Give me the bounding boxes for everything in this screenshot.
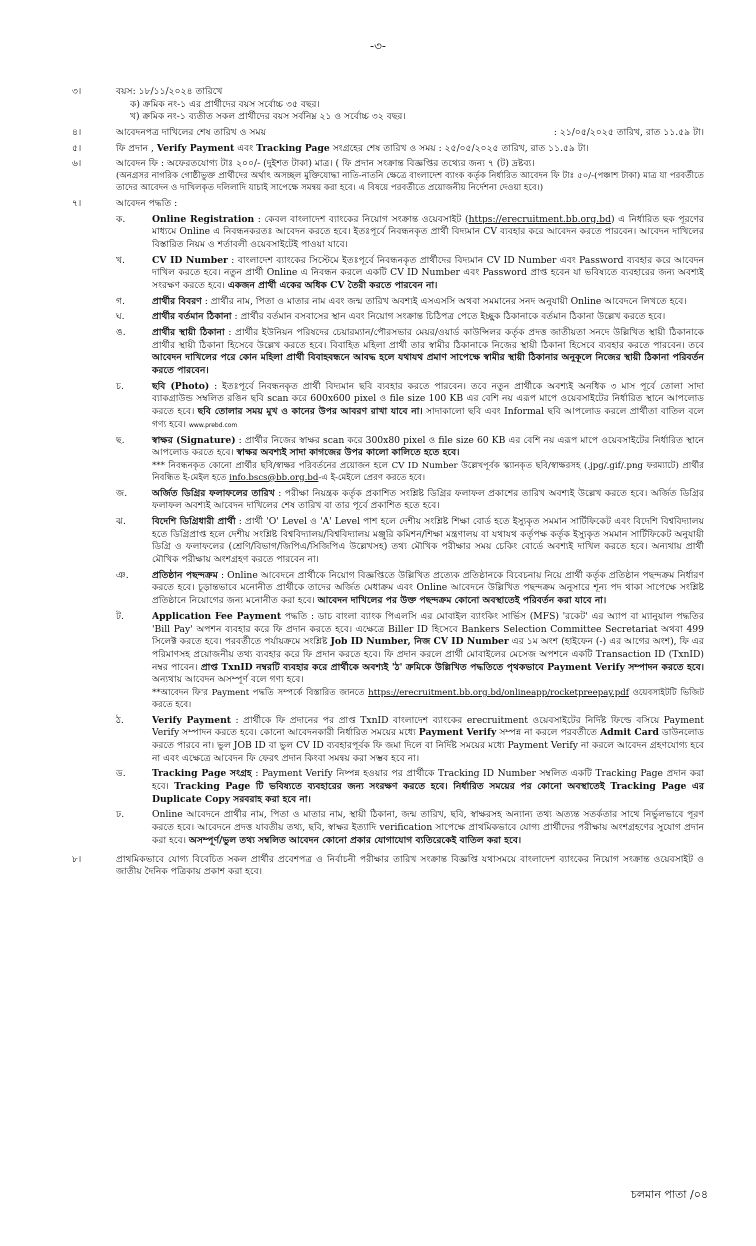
text: Online আবেদনে প্রার্থীর নাম, পিতা ও মাতার নাম, স্থায়ী ঠিকানা, জন্ম তারিখ, ছবি, স্বাক্ষরসহ অন্যান্য তথ্য অত্যন্ত সতর্কতার সাথে নির্ভুলভাবে পূরণ করতে হবে। আবেদনে প্রদত্ত যাবতীয় তথ্য, ছবি, স্বাক্ষর ইত্যাদি verification সাপেক্ষে প্রাথমিকভাবে যোগ্য প্রার্থীদের পরীক্ষায় অংশগ্রহণের সুযোগ প্রদান করা হবে। — [152, 809, 704, 846]
sub-letter: ড. — [116, 768, 126, 780]
erecruitment-link[interactable]: https://erecruitment.bb.org.bd — [468, 213, 611, 225]
sub-item-ja — [116, 488, 704, 513]
application-fee-note: (অনগ্রসর নাগরিক গোষ্ঠীভুক্ত প্রার্থীদের অর্থাৎ অসচ্ছল মুক্তিযোদ্ধা নাতি-নাতনি ক্ষেত্রে বাংলাদেশ ব্যাংক কর্তৃক নির্ধারিত আবেদন ফি টাঃ ৫০/-(পঞ্চাশ টাকা) মাত্র যা পরবর্তীতে তাদের আবেদন ও দাখিলকৃত দলিলাদি যাচাই সাপেক্ষে সমন্বয় করা হবে। এ বিষয়ে পরবর্তীতে প্রয়োজনীয় নির্দেশনা দেওয়া হবে।) — [116, 171, 704, 193]
page-number: -৩- — [370, 39, 386, 53]
fee-deadline-text: সংগ্রহের শেষ তারিখ ও সময় : ২৫/০৫/২০২৫ তারিখ, রাত ১১.৫৯ টা। — [332, 142, 589, 154]
sub-letter: ক. — [116, 213, 126, 225]
text: -এ ই-মেইলে প্রেরণ করতে হবে। — [318, 472, 426, 483]
sub-letter: ঠ. — [116, 714, 124, 726]
sub-item-kha — [116, 255, 704, 293]
sub-item-gha — [116, 311, 704, 324]
fee-text: ফি প্রদান , — [116, 142, 154, 154]
fee-payment-title: Application Fee Payment — [152, 610, 282, 622]
item-number: ৪। — [72, 127, 82, 139]
text: : প্রার্থীর নাম, পিতা ও মাতার নাম এবং জন্ম তারিখ অবশ্যই এসএসসি অথবা সমমানের সনদ অনুযায়ী Online আবেদনে লিখতে হবে। — [204, 295, 687, 307]
present-address-title: প্রার্থীর বর্তমান ঠিকানা — [152, 311, 232, 323]
sub-item-jha — [116, 516, 704, 567]
sub-item-chha — [116, 435, 704, 485]
application-fee: আবেদন ফি : অফেরতযোগ্য টাঃ ২০০/- (দুইশত টাকা) মাত্র। ( ফি প্রদান সংক্রান্ত বিজ্ঞপ্তির তথ্যের জন্য ৭ (ট) দ্রষ্টব্য। — [116, 158, 535, 170]
candidate-details-title: প্রার্থীর বিবরণ — [152, 295, 202, 307]
deadline-label: আবেদনপত্র দাখিলের শেষ তারিখ ও সময় — [116, 127, 267, 139]
item-number: ৫। — [72, 142, 82, 154]
item-3 — [72, 86, 704, 124]
text: : প্রার্থীর নিজের স্বাক্ষর scan করে 300x80 pixel ও file size 60 KB এর বেশি নয় এরূপ মাপে ওয়েবসাইটের নির্ধারিত স্থানে আপলোড করতে হবে। — [152, 434, 705, 459]
item-4 — [72, 127, 704, 140]
tracking-page-term: Tracking Page — [256, 142, 330, 154]
sub-letter: ঞ. — [116, 569, 129, 581]
text: ওয়েবসাইটটি ভিজিট করতে হবে। — [152, 687, 705, 710]
sub-letter: ছ. — [116, 434, 125, 446]
sub-letter: ট. — [116, 610, 124, 622]
verify-payment-term: Verify Payment — [156, 142, 235, 154]
age-rule-b: খ) ক্রমিক নং-১ ব্যতীত সকল প্রার্থীদের বয়স সর্বনিম্ন ২১ ও সর্বোচ্চ ৩২ বছর। — [130, 111, 406, 123]
item-5 — [72, 143, 704, 156]
continued-page-footer: চলমান পাতা /০৪ — [630, 1188, 708, 1201]
text: সম্পন্ন না করলে পরবর্তীতে — [499, 727, 598, 739]
text: : Payment Verify নিষ্পন্ন হওয়ার পর প্রার্থীকে Tracking ID Number সম্বলিত একটি Tracking Page প্রদান করা হবে। — [152, 768, 705, 793]
item-7 — [72, 198, 704, 851]
sub-letter: ঙ. — [116, 327, 126, 339]
text: : পরীক্ষা নিয়ন্ত্রক কর্তৃক প্রকাশিত সংশ্লিষ্ট ডিগ্রির ফলাফল প্রকাশের তারিখ অবশ্যই উল্লেখ করতে হবে। অর্জিত ডিগ্রির ফলাফল অবশ্যই আবেদন দাখিলের শেষ তারিখ বা তার পূর্বে প্রকাশিত হতে হবে। — [152, 487, 705, 512]
text: : কেবল বাংলাদেশ ব্যাংকের নিয়োগ সংক্রান্ত ওয়েবসাইট ( — [257, 213, 469, 225]
sub-item-umo — [116, 327, 704, 378]
text: *** নিবন্ধনকৃত কোনো প্রার্থীর ছবি/স্বাক্ষর পরিবর্তনের প্রয়োজন হলে CV ID Number উল্লেখপূর্বক স্ক্যানকৃত ছবি/স্বাক্ষরসহ (.jpg/.gif/.png ফরম্যাটে) প্রার্থীর নিবন্ধিত ই-মেইল হতে — [152, 460, 704, 483]
sub-letter: গ. — [116, 295, 125, 307]
sub-letter: ঝ. — [116, 516, 126, 527]
age-rule-a: ক) ক্রমিক নং-১ এর প্রার্থীদের বয়স সর্বোচ্চ ৩৫ বছর। — [130, 98, 320, 110]
text: : Online আবেদনে প্রার্থীকে নিয়োগ বিজ্ঞপ্তিতে উল্লিখিত প্রত্যেক প্রতিষ্ঠানকে বিবেচনায় নিয়ে প্রার্থী কর্তৃক প্রতিষ্ঠান পছন্দক্রম নির্ধারণ করতে হবে। চূড়ান্তভাবে মনোনীত প্রার্থীকে তাদের অর্জিত মেধাক্রম এবং Online আবেদনে উল্লিখিত পছন্দক্রম অনুসারে শূন্য পদ থাকা সাপেক্ষে সংশ্লিষ্ট প্রতিষ্ঠানে নিয়োগের জন্য মনোনীত করা হবে। — [152, 569, 705, 607]
item-number: ৮। — [72, 853, 82, 865]
tracking-page-title: Tracking Page সংগ্রহ — [152, 768, 252, 780]
rocket-payment-link[interactable]: https://erecruitment.bb.org.bd/onlineapp/rocketpreepay.pdf — [368, 687, 629, 698]
payment-method-note — [152, 688, 704, 712]
sub-letter: ঘ. — [116, 311, 125, 323]
text: : প্রার্থীর বর্তমান বসবাসের স্থান এবং নিয়োগ সংক্রান্ত চিঠিপত্র পেতে ইচ্ছুক ঠিকানাকে বর্তমান ঠিকানা উল্লেখ করতে হবে। — [234, 311, 666, 323]
bold-text: Admit Card — [600, 727, 659, 739]
sub-item-cha — [116, 381, 704, 432]
item-number: ৬। — [72, 158, 82, 170]
signature-title: স্বাক্ষর (Signature) — [152, 434, 236, 446]
text: : ইতঃপূর্বে নিবন্ধনকৃত প্রার্থী বিদ্যমান ছবি ব্যবহার করতে পারবেন। তবে নতুন প্রার্থীকে অবশ্যই অনধিক ৩ মাস পূর্বে তোলা সাদা ব্যাকগ্রাউন্ড সম্বলিত রঙিন ছবি scan করে 600x600 pixel ও file size 100 KB এর বেশি নয় এরূপ মাপে ওয়েবসাইটের নির্ধারিত স্থানে আপলোড করতে হবে। — [152, 380, 704, 418]
bold-text: আবেদন দাখিলের পরে কোন মহিলা প্রার্থী বিবাহবন্ধনে আবদ্ধ হলে যথাযথ প্রমাণ সাপেক্ষে স্বামীর স্থায়ী ঠিকানার অনুকূলে নিজের স্থায়ী ঠিকানা পরিবর্তন করতে পারবেন। — [152, 352, 704, 377]
document-content — [72, 86, 704, 882]
text: : প্রার্থী 'O' Level ও 'A' Level পাশ হলে দেশীয় সংশ্লিষ্ট শিক্ষা বোর্ড হতে ইস্যুকৃত সমমান সার্টিফিকেট এবং বিদেশি বিশ্ববিদ্যালয় হতে ডিগ্রিপ্রাপ্ত হলে দেশীয় সংশ্লিষ্ট বিশ্ববিদ্যালয়/বিশ্ববিদ্যালয় মঞ্জুরি কমিশন/শিক্ষা মন্ত্রণালয় বা যথাযথ কর্তৃপক্ষ কর্তৃক ইস্যুকৃত সমমান সার্টিফিকেট অনুযায়ী ডিগ্রি ও ফলাফলের (শ্রেণি/বিভাগ/জিপিএ/সিজিপিএ উল্লেখসহ) তথ্য মৌখিক পরীক্ষার সময় চেকিং বোর্ডে অবশ্যই দাখিল করতে হবে। অন্যথায় প্রার্থী মৌখিক পরীক্ষায় অংশগ্রহণ করতে পারবেন না। — [152, 516, 705, 566]
text: : প্রার্থীকে ফি প্রদানের পর প্রাপ্ত TxnID বাংলাদেশ ব্যাংকের erecruitment ওয়েবসাইটের নির্দিষ্ট ফিল্ডে বসিয়ে Payment Verify সম্পাদন করতে হবে। কোনো আবেদনকারী নির্ধারিত সময়ের মধ্যে — [152, 714, 704, 739]
bold-text: স্বাক্ষর অবশ্যই সাদা কাগজের উপর কালো কালিতে হতে হবে। — [236, 447, 460, 459]
item-number: ৩। — [72, 86, 82, 97]
bold-text: Tracking Page টি ভবিষ্যতে ব্যবহারের জন্য সংরক্ষণ করতে হবে। নির্ধারিত সময়ের পর কোনো অবস্থাতেই Tracking Page এর Duplicate Copy সরবরাহ করা হবে না। — [152, 781, 704, 805]
sub-letter: খ. — [116, 254, 125, 266]
online-registration-title: Online Registration — [152, 213, 255, 225]
text: এর ১ম অংশ (হাইফেন (-) এর আগের অংশ), ফি এর পরিমাণসহ প্রয়োজনীয় তথ্য ব্যবহার করে ফি প্রদান করতে হবে। ফি প্রদান করলে প্রার্থী মোবাইলের মেসেজ অপশনে একটি Transaction ID (TxnID) নম্বর পাবেন। — [152, 636, 704, 673]
sub-item-tha — [116, 715, 704, 766]
sub-item-dha — [116, 809, 704, 847]
admit-card-notice: প্রাথমিকভাবে যোগ্য বিবেচিত সকল প্রার্থীর প্রবেশপত্র ও নির্বাচনী পরীক্ষার তারিখ সংক্রান্ত বিজ্ঞপ্তি যথাসময়ে বাংলাদেশ ব্যাংকের নিয়োগ সংক্রান্ত ওয়েবসাইট ও জাতীয় দৈনিক পত্রিকায় প্রকাশ করা হবে। — [116, 853, 704, 878]
sub-item-nya — [116, 570, 704, 608]
item-8 — [72, 854, 704, 879]
watermark-text: www.prebd.com — [189, 421, 238, 429]
sub-letter: চ. — [116, 380, 124, 392]
photo-title: ছবি (Photo) — [152, 380, 210, 392]
bold-text: আবেদন দাখিলের পর উক্ত পছন্দক্রম কোনো অবস্থাতেই পরিবর্তন করা যাবে না। — [317, 595, 607, 607]
foreign-degree-title: বিদেশি ডিগ্রিধারী প্রার্থী — [152, 516, 236, 527]
text: ) এ নির্ধারিত ছক পূরণের মাধ্যমে Online এ নিবন্ধনকরতঃ আবেদন করতে হবে। ইতঃপূর্বে নিবন্ধনকৃত প্রার্থী বিদ্যমান CV ব্যবহার করে আবেদন করতে পারবেন। আবেদন দাখিলের বিস্তারিত নিয়ম ও শর্তাবলী ওয়েবসাইটেই পাওয়া যাবে। — [152, 213, 705, 250]
verify-payment-title: Verify Payment — [152, 714, 231, 726]
text: অন্যথায় আবেদন অসম্পূর্ণ বলে গণ্য হবে। — [152, 674, 304, 686]
signature-note — [152, 461, 704, 485]
bold-text: Job ID Number, নিজ CV ID Number — [330, 636, 509, 648]
text: ডাউনলোড করতে পারবে না। ভুল JOB ID বা ভুল CV ID ব্যবহারপূর্বক ফি জমা দিলে বা নির্দিষ্ট সময়ের মধ্যে Payment Verify না করলে আবেদন গ্রহণযোগ্য হবে না এবং এক্ষেত্রে আবেদন ফি ফেরৎ প্রদান কিংবা সমন্বয় করা সম্ভব হবে না। — [152, 727, 704, 764]
bold-text: Payment Verify — [418, 727, 497, 739]
result-date-title: অর্জিত ডিগ্রির ফলাফলের তারিখ — [152, 487, 275, 499]
age-heading: বয়স: ১৮/১১/২০২৪ তারিখে — [116, 86, 223, 97]
sub-letter: ঢ. — [116, 809, 125, 821]
sub-item-ga — [116, 296, 704, 309]
sub-letter: জ. — [116, 487, 128, 499]
permanent-address-title: প্রার্থীর স্থায়ী ঠিকানা — [152, 327, 225, 339]
text: : বাংলাদেশ ব্যাংকের সিস্টেমে ইতঃপূর্বে নিবন্ধনকৃত প্রার্থীদের বিদ্যমান CV ID Number এবং Password ব্যবহার করে আবেদন দাখিল করতে হবে। নতুন প্রার্থী Online এ নিবন্ধন করলে একটি CV ID Number এবং Password প্রাপ্ত হবেন যা ভবিষ্যতে ব্যবহারের জন্য অবশ্যই সংরক্ষণ করতে হবে। — [152, 254, 705, 291]
method-heading: আবেদন পদ্ধতি : — [116, 197, 178, 209]
bold-text: ছবি তোলার সময় মুখ ও কানের উপর আবরণ রাখা যাবে না। — [197, 406, 423, 418]
institution-preference-title: প্রতিষ্ঠান পছন্দক্রম — [152, 569, 218, 581]
sub-item-da — [116, 768, 704, 806]
sub-item-ta — [116, 611, 704, 712]
text: : প্রার্থীর ইউনিয়ন পরিষদের চেয়ারম্যান/পৌরসভার মেয়র/ওয়ার্ড কাউন্সিলর কর্তৃক প্রদত্ত জাতীয়তা সনদে উল্লিখিত স্থায়ী ঠিকানাকে প্রার্থীর স্থায়ী ঠিকানা হিসেবে উল্লেখ করতে হবে। বিবাহিত মহিলা প্রার্থী তার স্বামীর ঠিকানাকে নিজের স্থায়ী ঠিকানা হিসেবে ব্যবহার করতে পারবেন। তবে — [152, 327, 704, 351]
cv-id-title: CV ID Number — [152, 254, 228, 266]
bold-text: একজন প্রার্থী একের অধিক CV তৈরী করতে পারবেন না। — [227, 279, 438, 291]
email-link[interactable]: info.bscs@bb.org.bd — [229, 472, 319, 483]
bold-text: প্রাপ্ত TxnID নম্বরটি ব্যবহার করে প্রার্থীকে অবশ্যই 'ঠ' ক্রমিকে উল্লিখিত পদ্ধতিতে পৃথকভাবে Payment Verify সম্পাদন করতে হবে। — [200, 661, 704, 673]
text: সাদাকালো ছবি এবং Informal ছবি আপলোড করলে প্রার্থীতা বাতিল বলে গণ্য হবে। — [152, 406, 705, 430]
text: পদ্ধতি : ডাচ বাংলা ব্যাংক পিএলসি এর মোবাইল ব্যাংকিং সার্ভিস (MFS) 'রকেট' এর অ্যাপ বা ম্যানুয়াল পদ্ধতির 'Bill Pay' অপশন ব্যবহার করে ফি প্রদান করতে হবে। এক্ষেত্রে Biller ID হিসেবে Bankers Selection Committee Secretariat অথবা 499 সিলেক্ট করতে হবে। পরবর্তীতে পর্যায়ক্রমে সংশ্লিষ্ট — [152, 610, 704, 648]
text: **আবেদন ফি'র Payment পদ্ধতি সম্পর্কে বিস্তারিত জানতে — [152, 687, 365, 698]
deadline-value: : ২১/০৫/২০২৫ তারিখ, রাত ১১.৫৯ টা। — [553, 127, 704, 139]
item-number: ৭। — [72, 197, 82, 209]
item-6 — [72, 158, 704, 194]
bold-text: অসম্পূর্ণ/ভুল তথ্য সম্বলিত আবেদন কোনো প্রকার যোগাযোগ ব্যতিরেকেই বাতিল করা হবে। — [188, 834, 522, 846]
sub-item-ka — [116, 214, 704, 252]
and-text: এবং — [237, 142, 254, 154]
